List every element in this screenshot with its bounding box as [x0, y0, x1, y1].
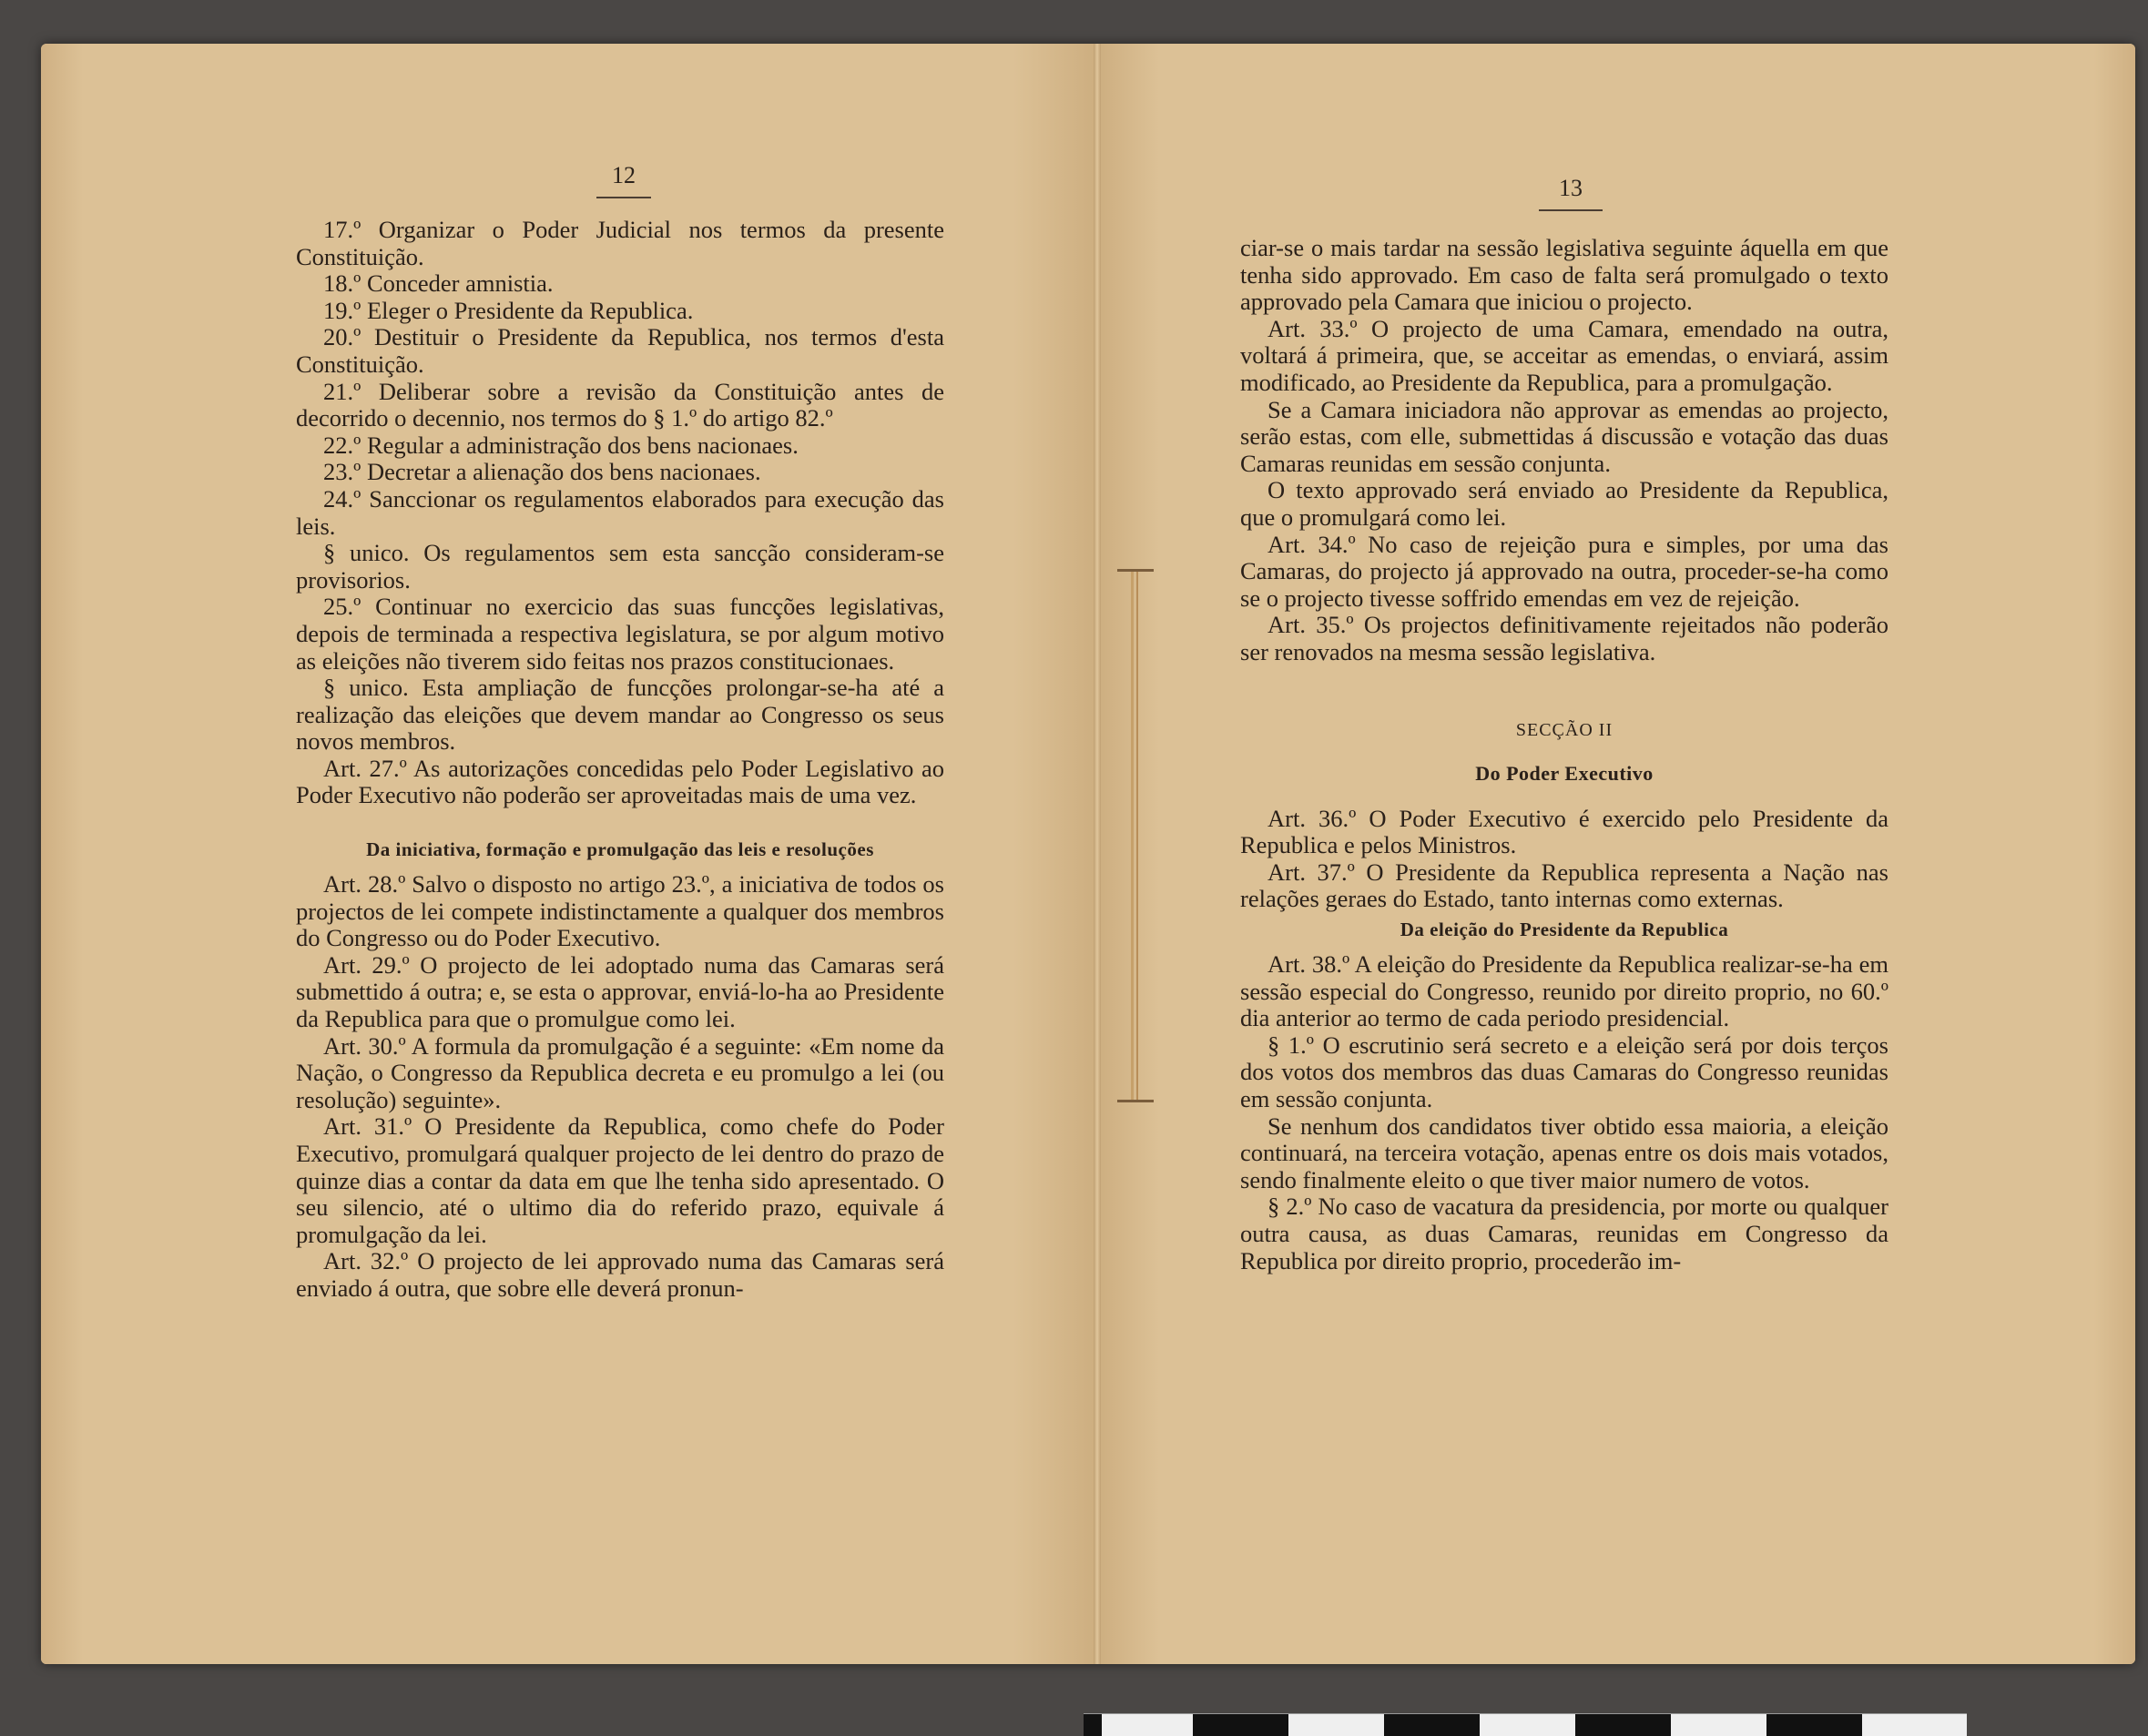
paragraph: 25.º Continuar no exercicio das suas funcções legislativas, depois de terminada a respectiva legislatura, se por algum motivo as eleições não tiverem sido feitas nos prazos constitucionaes. [296, 593, 944, 675]
binding-thread [1131, 572, 1138, 1100]
subsection-heading: Da eleição do Presidente da Republica [1400, 919, 1729, 941]
ruler-segment [1766, 1714, 1862, 1736]
section-heading: SECÇÃO II [1515, 719, 1614, 740]
paragraph: § unico. Os regulamentos sem esta sancção consideram-se provisorios. [296, 539, 944, 594]
paragraph: 23.º Decretar a alienação dos bens nacionaes. [323, 458, 761, 486]
spacer [296, 809, 944, 833]
ruler-segment [1575, 1714, 1671, 1736]
paragraph: Art. 37.º O Presidente da Republica representa a Nação nas relações geraes do Estado, tanto internas como externas. [1240, 858, 1888, 913]
left-page-text [296, 217, 944, 1303]
paragraph: Se nenhum dos candidatos tiver obtido essa maioria, a eleição continuará, na terceira votação, apenas entre os dois mais votados, sendo finalmente eleito o que tiver maior numero de votos. [1240, 1112, 1888, 1193]
paragraph: Se a Camara iniciadora não approvar as emendas ao projecto, serão estas, com elle, submettidas á discussão e votação das duas Camaras reunidas em sessão conjunta. [1240, 395, 1888, 477]
left-page-number-rule [596, 197, 651, 198]
paragraph: Art. 34.º No caso de rejeição pura e simples, por uma das Camaras, do projecto já approvado na outra, proceder-se-ha como se o projecto tivesse soffrido emendas em vez de rejeição. [1240, 530, 1888, 612]
scale-ruler [1084, 1713, 1967, 1736]
ruler-segment [1384, 1714, 1480, 1736]
paragraph: § unico. Esta ampliação de funcções prolongar-se-ha até a realização das eleições que devem mandar ao Congresso os seus novos membros. [296, 674, 944, 756]
ruler-segment [1084, 1714, 1102, 1736]
paragraph: 19.º Eleger o Presidente da Republica. [323, 296, 694, 324]
paragraph: Art. 38.º A eleição do Presidente da Republica realizar-se-ha em sessão especial do Congresso, reunido por direito proprio, no 60.º dia anterior ao termo de cada periodo presidencial. [1240, 950, 1888, 1032]
paragraph: Art. 29.º O projecto de lei adoptado numa das Camaras será submettido á outra; e, se esta o approvar, enviá-lo-ha ao Presidente da Republica para que o promulgue como lei. [296, 950, 944, 1033]
paragraph: 21.º Deliberar sobre a revisão da Constituição antes de decorrido o decennio, nos termos do § 1.º do artigo 82.º [296, 377, 944, 432]
right-page-text [1240, 235, 1888, 1274]
ruler-segment [1193, 1714, 1288, 1736]
paragraph: Art. 28.º Salvo o disposto no artigo 23.º, a iniciativa de todos os projectos de lei compete indistinctamente a qualquer dos membros do Congresso ou do Poder Executivo. [296, 870, 944, 952]
paragraph: 17.º Organizar o Poder Judicial nos termos da presente Constituição. [296, 216, 944, 270]
left-page-number: 12 [612, 162, 636, 188]
paragraph: Art. 36.º O Poder Executivo é exercido pelo Presidente da Republica e pelos Ministros. [1240, 804, 1888, 859]
paragraph: 18.º Conceder amnistia. [323, 269, 554, 298]
right-page-number: 13 [1559, 175, 1583, 201]
paragraph: Art. 32.º O projecto de lei approvado numa das Camaras será enviado á outra, que sobre elle deverá pronun- [296, 1247, 944, 1302]
paragraph: O texto approvado será enviado ao Presidente da Republica, que o promulgará como lei. [1240, 476, 1888, 531]
subsection-heading: Da iniciativa, formação e promulgação das leis e resoluções [366, 838, 874, 861]
paragraph: § 2.º No caso de vacatura da presidencia, por morte ou qualquer outra causa, as duas Camaras, reunidas em Congresso da Republica por direito proprio, procederão im- [1240, 1193, 1888, 1274]
paragraph: 20.º Destituir o Presidente da Republica, nos termos d'esta Constituição. [296, 323, 944, 378]
book-gutter [1094, 44, 1101, 1664]
paragraph: 22.º Regular a administração dos bens nacionaes. [323, 431, 799, 459]
paragraph: Art. 27.º As autorizações concedidas pelo Poder Legislativo ao Poder Executivo não poderão ser aproveitadas mais de uma vez. [296, 754, 944, 809]
paragraph: Art. 33.º O projecto de uma Camara, emendado na outra, voltará á primeira, que, se acceitar as emendas, o enviará, assim modificado, ao Presidente da Republica, para a promulgação. [1240, 314, 1888, 396]
chapter-heading: Do Poder Executivo [1475, 762, 1654, 786]
paragraph: Art. 35.º Os projectos definitivamente rejeitados não poderão ser renovados na mesma sessão legislativa. [1240, 611, 1888, 665]
spacer [1240, 666, 1888, 717]
paragraph: 24.º Sanccionar os regulamentos elaborados para execução das leis. [296, 484, 944, 540]
right-page-number-rule [1539, 209, 1603, 211]
paragraph: Art. 31.º O Presidente da Republica, como chefe do Poder Executivo, promulgará qualquer projecto de lei dentro do prazo de quinze dias a contar da data em que lhe tenha sido apresentado. O seu silencio, até o ultimo dia do referido prazo, equivale á promulgação da lei. [296, 1112, 944, 1248]
paragraph: ciar-se o mais tardar na sessão legislativa seguinte áquella em que tenha sido approvado. Em caso de falta será promulgado o texto approvado pela Camara que iniciou o projecto. [1240, 234, 1888, 316]
paragraph: Art. 30.º A formula da promulgação é a seguinte: «Em nome da Nação, o Congresso da Republica decreta e eu promulgo a lei (ou resolução) seguinte». [296, 1031, 944, 1113]
paragraph: § 1.º O escrutinio será secreto e a eleição será por dois terços dos votos dos membros das duas Camaras do Congresso reunidas em sessão conjunta. [1240, 1030, 1888, 1113]
